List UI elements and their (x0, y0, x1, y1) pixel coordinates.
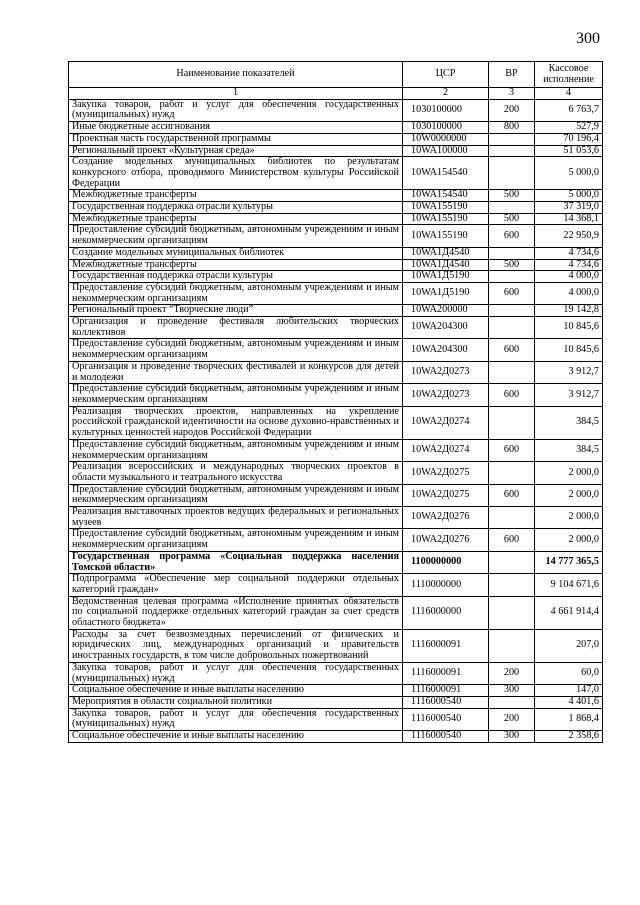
row-vr: 500 (489, 190, 535, 202)
row-vr (489, 551, 535, 573)
row-name: Межбюджетные трансферты (69, 213, 403, 225)
row-name: Социальное обеспечение и иные выплаты населению (69, 685, 403, 697)
header-vr: ВР (489, 62, 535, 88)
table-row (69, 551, 603, 573)
page-number: 300 (576, 30, 600, 47)
table-row (69, 361, 603, 383)
table-row (69, 439, 603, 461)
row-sum: 2 000,0 (535, 462, 603, 484)
row-name: Межбюджетные трансферты (69, 259, 403, 271)
row-sum: 4 401,6 (535, 696, 603, 708)
row-vr: 600 (489, 339, 535, 361)
row-vr (489, 462, 535, 484)
row-vr (489, 202, 535, 214)
header-sum: Кассовое исполнение (535, 62, 603, 88)
row-csr: 1116000091 (403, 629, 489, 662)
table-row (69, 339, 603, 361)
row-csr: 10WA2Д0273 (403, 361, 489, 383)
row-name: Межбюджетные трансферты (69, 190, 403, 202)
row-csr: 10WA1Д5190 (403, 282, 489, 304)
row-csr: 10WA2Д0275 (403, 462, 489, 484)
row-sum: 37 319,0 (535, 202, 603, 214)
table-row (69, 271, 603, 283)
row-csr: 1100000000 (403, 551, 489, 573)
column-number-row (69, 88, 603, 100)
row-name: Организация и проведение фестиваля любительских творческих коллективов (69, 317, 403, 339)
row-vr: 300 (489, 685, 535, 697)
row-vr (489, 596, 535, 629)
row-sum: 527,9 (535, 122, 603, 134)
row-sum: 70 196,4 (535, 133, 603, 145)
row-sum: 384,5 (535, 439, 603, 461)
row-name: Региональный проект «Культурная среда» (69, 145, 403, 157)
row-name: Предоставление субсидий бюджетным, автономным учреждениям и иным некоммерческим организациям (69, 339, 403, 361)
table-row (69, 484, 603, 506)
table-row (69, 282, 603, 304)
row-name: Предоставление субсидий бюджетным, автономным учреждениям и иным некоммерческим организациям (69, 384, 403, 406)
row-vr (489, 406, 535, 439)
table-row (69, 696, 603, 708)
row-sum: 5 000,0 (535, 157, 603, 190)
row-vr: 600 (489, 484, 535, 506)
row-csr: 10WA204300 (403, 339, 489, 361)
row-vr (489, 133, 535, 145)
row-sum: 6 763,7 (535, 99, 603, 121)
row-csr: 1116000091 (403, 685, 489, 697)
row-vr (489, 574, 535, 596)
row-vr: 600 (489, 439, 535, 461)
row-csr: 1030100000 (403, 122, 489, 134)
column-number: 2 (403, 88, 489, 100)
table-row (69, 190, 603, 202)
row-vr: 200 (489, 99, 535, 121)
row-csr: 10WA2Д0276 (403, 529, 489, 551)
row-csr: 10WA204300 (403, 317, 489, 339)
table-row (69, 225, 603, 247)
row-csr: 10WA2Д0275 (403, 484, 489, 506)
row-csr: 1116000091 (403, 662, 489, 684)
table-row (69, 317, 603, 339)
row-vr (489, 317, 535, 339)
row-sum: 4 000,0 (535, 271, 603, 283)
row-vr (489, 247, 535, 259)
row-vr (489, 271, 535, 283)
row-csr: 10WA2Д0273 (403, 384, 489, 406)
row-sum: 207,0 (535, 629, 603, 662)
row-name: Ведомственная целевая программа «Исполнение принятых обязательств по социальной поддержке отдельных категорий граждан за счет средств областного бюджета» (69, 596, 403, 629)
row-name: Предоставление субсидий бюджетным, автономным учреждениям и иным некоммерческим организациям (69, 225, 403, 247)
row-sum: 10 845,6 (535, 317, 603, 339)
row-vr (489, 305, 535, 317)
row-vr: 200 (489, 708, 535, 730)
row-csr: 10WA155190 (403, 213, 489, 225)
row-name: Реализация выставочных проектов ведущих федеральных и региональных музеев (69, 507, 403, 529)
row-csr: 10WA2Д0276 (403, 507, 489, 529)
row-csr: 10WA154540 (403, 190, 489, 202)
row-sum: 22 950,9 (535, 225, 603, 247)
column-number: 1 (69, 88, 403, 100)
row-vr: 600 (489, 282, 535, 304)
row-name: Предоставление субсидий бюджетным, автономным учреждениям и иным некоммерческим организациям (69, 529, 403, 551)
table-row (69, 305, 603, 317)
row-csr: 1116000000 (403, 596, 489, 629)
row-sum: 384,5 (535, 406, 603, 439)
row-name: Проектная часть государственной программы (69, 133, 403, 145)
row-sum: 2 000,0 (535, 484, 603, 506)
column-number: 3 (489, 88, 535, 100)
row-name: Иные бюджетные ассигнования (69, 122, 403, 134)
row-csr: 10WA155190 (403, 202, 489, 214)
table-row (69, 507, 603, 529)
row-sum: 60,0 (535, 662, 603, 684)
table-row (69, 122, 603, 134)
row-csr: 1116000540 (403, 696, 489, 708)
row-vr (489, 145, 535, 157)
row-vr: 600 (489, 529, 535, 551)
row-sum: 2 000,0 (535, 529, 603, 551)
table-row (69, 529, 603, 551)
row-sum: 5 000,0 (535, 190, 603, 202)
table-row (69, 157, 603, 190)
row-name: Предоставление субсидий бюджетным, автономным учреждениям и иным некоммерческим организациям (69, 282, 403, 304)
row-name: Предоставление субсидий бюджетным, автономным учреждениям и иным некоммерческим организациям (69, 484, 403, 506)
table-row (69, 462, 603, 484)
row-csr: 1110000000 (403, 574, 489, 596)
row-csr: 10W0000000 (403, 133, 489, 145)
row-csr: 10WA155190 (403, 225, 489, 247)
row-name: Реализация творческих проектов, направленных на укрепление российской гражданской идентичности на основе духовно-нравственных и культурных ценностей народов Российской Федерации (69, 406, 403, 439)
row-name: Государственная поддержка отрасли культуры (69, 202, 403, 214)
row-vr: 600 (489, 384, 535, 406)
row-vr (489, 157, 535, 190)
row-vr: 300 (489, 731, 535, 743)
row-csr: 10WA154540 (403, 157, 489, 190)
row-name: Создание модельных муниципальных библиотек по результатам конкурсного отбора, проводимого Министерством культуры Российской Федерации (69, 157, 403, 190)
row-csr: 10WA1Д5190 (403, 271, 489, 283)
row-sum: 14 368,1 (535, 213, 603, 225)
row-csr: 10WA2Д0274 (403, 406, 489, 439)
table-row (69, 259, 603, 271)
table-row (69, 384, 603, 406)
row-sum: 4 661 914,4 (535, 596, 603, 629)
row-sum: 51 053,6 (535, 145, 603, 157)
row-csr: 10WA200000 (403, 305, 489, 317)
row-name: Подпрограмма «Обеспечение мер социальной поддержки отдельных категорий граждан» (69, 574, 403, 596)
row-sum: 4 734,6 (535, 247, 603, 259)
table-row (69, 685, 603, 697)
table-row (69, 708, 603, 730)
row-name: Создание модельных муниципальных библиотек (69, 247, 403, 259)
table-row (69, 574, 603, 596)
row-sum: 2 358,6 (535, 731, 603, 743)
row-name: Социальное обеспечение и иные выплаты населению (69, 731, 403, 743)
table-row (69, 213, 603, 225)
row-vr: 200 (489, 662, 535, 684)
row-vr (489, 361, 535, 383)
row-csr: 1030100000 (403, 99, 489, 121)
row-name: Предоставление субсидий бюджетным, автономным учреждениям и иным некоммерческим организациям (69, 439, 403, 461)
row-sum: 9 104 671,6 (535, 574, 603, 596)
row-vr: 500 (489, 259, 535, 271)
row-vr: 600 (489, 225, 535, 247)
row-sum: 4 734,6 (535, 259, 603, 271)
row-sum: 2 000,0 (535, 507, 603, 529)
row-sum: 4 000,0 (535, 282, 603, 304)
row-name: Мероприятия в области социальной политики (69, 696, 403, 708)
row-csr: 1116000540 (403, 708, 489, 730)
row-sum: 10 845,6 (535, 339, 603, 361)
table-row (69, 99, 603, 121)
table-row (69, 202, 603, 214)
table-row (69, 247, 603, 259)
row-vr (489, 507, 535, 529)
row-name: Закупка товаров, работ и услуг для обеспечения государственных (муниципальных) нужд (69, 662, 403, 684)
table-row (69, 133, 603, 145)
row-csr: 10WA2Д0274 (403, 439, 489, 461)
row-name: Реализация всероссийских и международных творческих проектов в области музыкального и театрального искусства (69, 462, 403, 484)
row-vr: 800 (489, 122, 535, 134)
row-vr: 500 (489, 213, 535, 225)
row-csr: 1116000540 (403, 731, 489, 743)
column-number: 4 (535, 88, 603, 100)
table-row (69, 629, 603, 662)
row-csr: 10WA1Д4540 (403, 259, 489, 271)
row-name: Государственная программа «Социальная поддержка населения Томской области» (69, 551, 403, 573)
header-row (69, 62, 603, 88)
row-sum: 3 912,7 (535, 384, 603, 406)
row-name: Закупка товаров, работ и услуг для обеспечения государственных (муниципальных) нужд (69, 99, 403, 121)
row-sum: 19 142,8 (535, 305, 603, 317)
row-vr (489, 629, 535, 662)
row-csr: 10WA100000 (403, 145, 489, 157)
header-csr: ЦСР (403, 62, 489, 88)
row-sum: 1 868,4 (535, 708, 603, 730)
table-row (69, 662, 603, 684)
table-row (69, 406, 603, 439)
row-name: Государственная поддержка отрасли культуры (69, 271, 403, 283)
table-row (69, 145, 603, 157)
table-row (69, 596, 603, 629)
row-sum: 147,0 (535, 685, 603, 697)
row-vr (489, 696, 535, 708)
row-sum: 3 912,7 (535, 361, 603, 383)
table-row (69, 731, 603, 743)
budget-table (68, 61, 603, 743)
row-name: Региональный проект “Творческие люди” (69, 305, 403, 317)
header-name: Наименование показателей (69, 62, 403, 88)
row-csr: 10WA1Д4540 (403, 247, 489, 259)
row-name: Расходы за счет безвозмездных перечислений от физических и юридических лиц, международных организаций и правительств иностранных государств, в том числе добровольных пожертвований (69, 629, 403, 662)
row-name: Организация и проведение творческих фестивалей и конкурсов для детей и молодежи (69, 361, 403, 383)
row-name: Закупка товаров, работ и услуг для обеспечения государственных (муниципальных) нужд (69, 708, 403, 730)
row-sum: 14 777 365,5 (535, 551, 603, 573)
